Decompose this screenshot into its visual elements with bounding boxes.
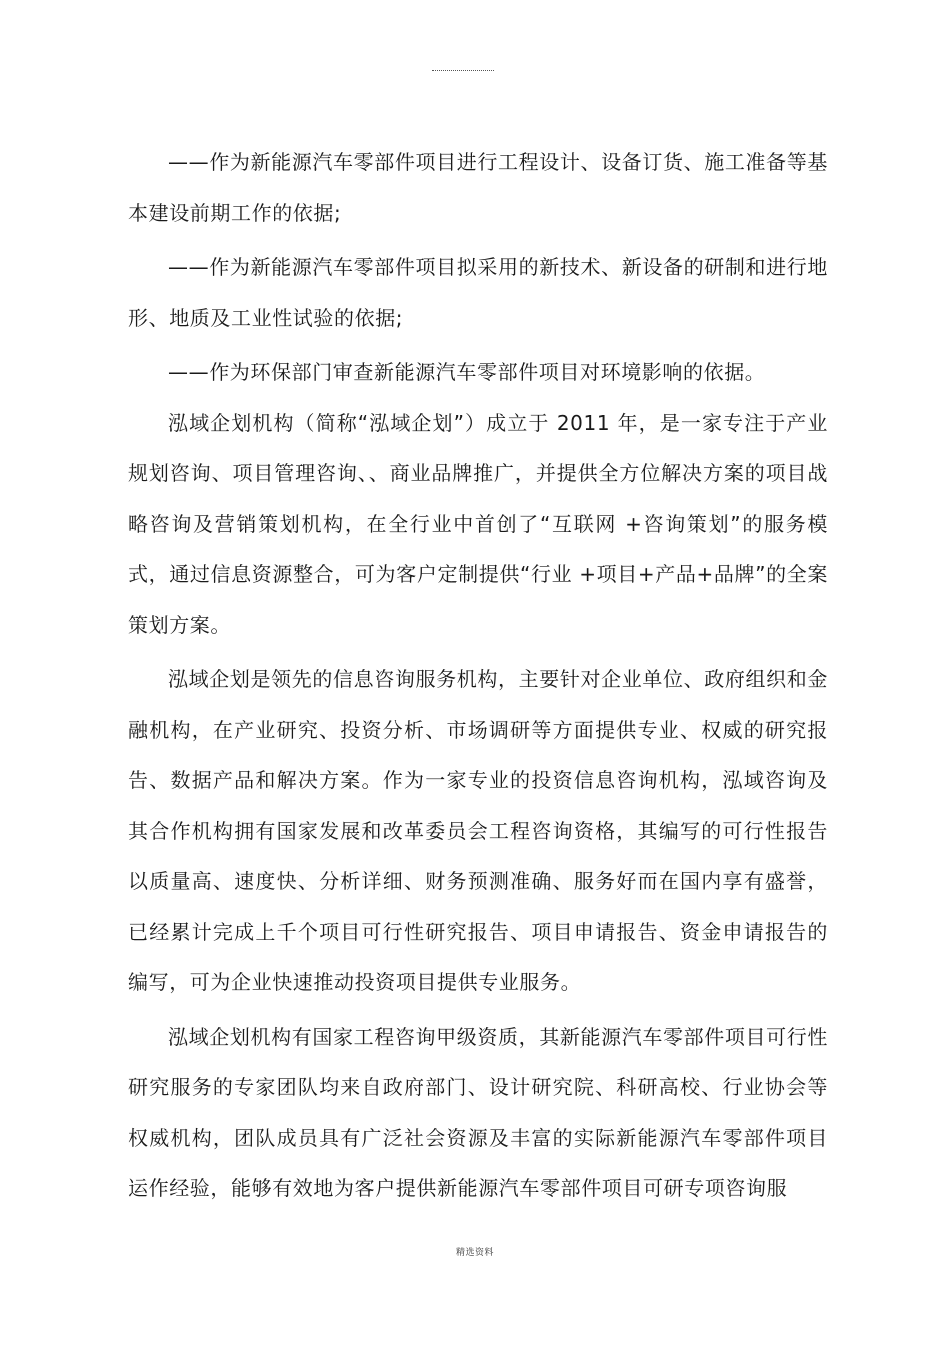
paragraph-company-services: 泓域企划是领先的信息咨询服务机构，主要针对企业单位、政府组织和金融机构，在产业研究、投资分析、市场调研等方面提供专业、权威的研究报告、数据产品和解决方案。作为一家专业的投资信息咨询机构，泓域咨询及其合作机构拥有国家发展和改革委员会工程咨询资格，其编写的可行性报告以质量高、速度快、分析详细、财务预测准确、服务好而在国内享有盛誉，已经累计完成上千个项目可行性研究报告、项目申请报告、资金申请报告的编写，可为企业快速推动投资项目提供专业服务。 [128,667,828,994]
paragraph-company-qualification: 泓域企划机构有国家工程咨询甲级资质，其新能源汽车零部件项目可行性研究服务的专家团队均来自政府部门、设计研究院、科研高校、行业协会等权威机构，团队成员具有广泛社会资源及丰富的实际新能源汽车零部件项目运作经验，能够有效地为客户提供新能源汽车零部件项目可研专项咨询服 [128,1024,828,1200]
paragraph-company-intro: 泓域企划机构（简称“泓域企划”）成立于 2011 年，是一家专注于产业规划咨询、项目管理咨询、、商业品牌推广，并提供全方位解决方案的项目战略咨询及营销策划机构，在全行业中首创了“互联网 +咨询策划”的服务模式，通过信息资源整合，可为客户定制提供“行业 +项目+产品+品牌”的全案策划方案。 [128,410,828,637]
page-footer: 精选资料 [455,1248,494,1258]
paragraph-purpose-environment: ——作为环保部门审查新能源汽车零部件项目对环境影响的依据。 [168,360,766,384]
paragraph-purpose-research: ——作为新能源汽车零部件项目拟采用的新技术、新设备的研制和进行地形、地质及工业性试验的依据; [128,255,828,330]
document-body [128,137,828,1214]
header-rule [432,70,494,71]
paragraph-purpose-design: ——作为新能源汽车零部件项目进行工程设计、设备订货、施工准备等基本建设前期工作的依据; [128,150,828,225]
